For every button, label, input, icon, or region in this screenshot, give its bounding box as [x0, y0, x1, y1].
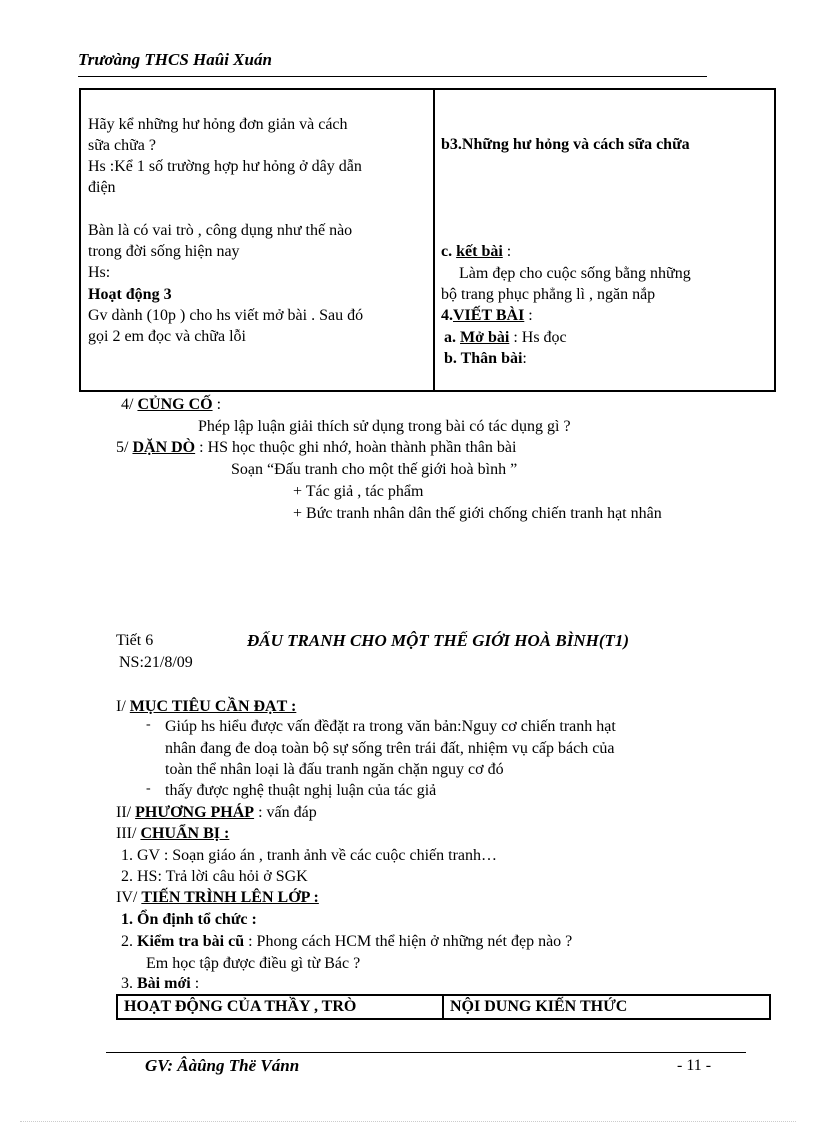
muctieu-item: toàn thể nhân loại là đấu tranh ngăn chặn nguy cơ đó [165, 761, 504, 778]
muctieu-item: Giúp hs hiểu được vấn đềđặt ra trong văn bản:Nguy cơ chiến tranh hạt [165, 718, 616, 735]
left-line: Hs :Kể 1 số trường hợp hư hỏng ở dây dẫn [88, 158, 362, 175]
section-c: c. kết bài : [441, 243, 512, 260]
cungco-text: Phép lập luận giải thích sử dụng trong bài có tác dụng gì ? [198, 418, 571, 435]
chuanbi-heading: III/ CHUẨN BỊ : [116, 825, 230, 842]
page-edge [20, 1121, 796, 1122]
step-3: 3. Bài mới : [121, 975, 200, 992]
page-number: - 11 - [677, 1057, 712, 1074]
dando-line: + Tác giả , tác phẩm [293, 483, 424, 500]
muctieu-item: thấy được nghệ thuật nghị luận của tác giả [165, 782, 437, 799]
bullet-dash: - [146, 717, 151, 732]
dando-line: + Bức tranh nhân dân thế giới chống chiến tranh hạt nhân [293, 505, 662, 522]
right-line: Làm đẹp cho cuộc sống bằng những [459, 265, 691, 282]
muctieu-heading: I/ MỤC TIÊU CẦN ĐẠT : [116, 698, 297, 715]
dando-line: Soạn “Đấu tranh cho một thế giới hoà bình ” [231, 461, 518, 478]
left-line: Hãy kể những hư hỏng đơn giản và cách [88, 116, 348, 133]
teacher-name: GV: Âàûng Thë Vánn [145, 1056, 300, 1075]
activity-heading: Hoạt động 3 [88, 286, 172, 303]
lesson-date: NS:21/8/09 [119, 654, 193, 671]
step-1: 1. Ổn định tổ chức : [121, 911, 257, 928]
cungco-heading: 4/ CỦNG CỐ : [121, 396, 222, 413]
content-column [434, 89, 775, 391]
lesson-title: ĐẤU TRANH CHO MỘT THẾ GIỚI HOÀ BÌNH(T1) [247, 631, 630, 650]
step-2: 2. Kiểm tra bài cũ : Phong cách HCM thể hiện ở những nét đẹp nào ? [121, 933, 573, 950]
lesson-number: Tiết 6 [116, 632, 154, 649]
section-b3: b3.Những hư hỏng và cách sữa chữa [441, 136, 690, 153]
activity-column [80, 89, 434, 391]
section-b: b. Thân bài: [444, 350, 527, 367]
header-rule [78, 76, 707, 77]
phuongphap-heading: II/ PHƯƠNG PHÁP : vấn đáp [116, 804, 317, 821]
right-line: bộ trang phục phẳng lì , ngăn nắp [441, 286, 656, 303]
bullet-dash: - [146, 781, 151, 796]
left-line: Bàn là có vai trò , công dụng như thế nào [88, 222, 353, 239]
left-line: Gv dành (10p ) cho hs viết mở bài . Sau đó [88, 307, 364, 324]
chuanbi-item: 1. GV : Soạn giáo án , tranh ảnh về các cuộc chiến tranh… [121, 847, 498, 864]
lesson-table [79, 88, 776, 392]
muctieu-item: nhân đang đe doạ toàn bộ sự sống trên trái đất, nhiệm vụ cấp bách của [165, 740, 615, 757]
col-header-content: NỘI DUNG KIẾN THỨC [443, 995, 770, 1019]
activity-content-table [116, 994, 771, 1020]
footer-rule [106, 1052, 746, 1053]
step-2-line2: Em học tập được điều gì từ Bác ? [146, 955, 361, 972]
school-header: Trươàng THCS Haûi Xuán [78, 50, 272, 69]
left-line: sữa chữa ? [88, 137, 156, 154]
dando-heading: 5/ DẶN DÒ : HS học thuộc ghi nhớ, hoàn thành phần thân bài [116, 439, 517, 456]
tientrinh-heading: IV/ TIẾN TRÌNH LÊN LỚP : [116, 889, 319, 906]
left-line: trong đời sống hiện nay [88, 243, 240, 260]
left-line: Hs: [88, 264, 111, 281]
col-header-activity: HOẠT ĐỘNG CỦA THẦY , TRÒ [117, 995, 443, 1019]
section-4: 4.VIẾT BÀI : [441, 307, 533, 324]
left-line: gọi 2 em đọc và chữa lỗi [88, 328, 246, 345]
left-line: điện [88, 179, 116, 196]
chuanbi-item: 2. HS: Trả lời câu hỏi ở SGK [121, 868, 308, 885]
section-a: a. Mở bài : Hs đọc [444, 329, 567, 346]
